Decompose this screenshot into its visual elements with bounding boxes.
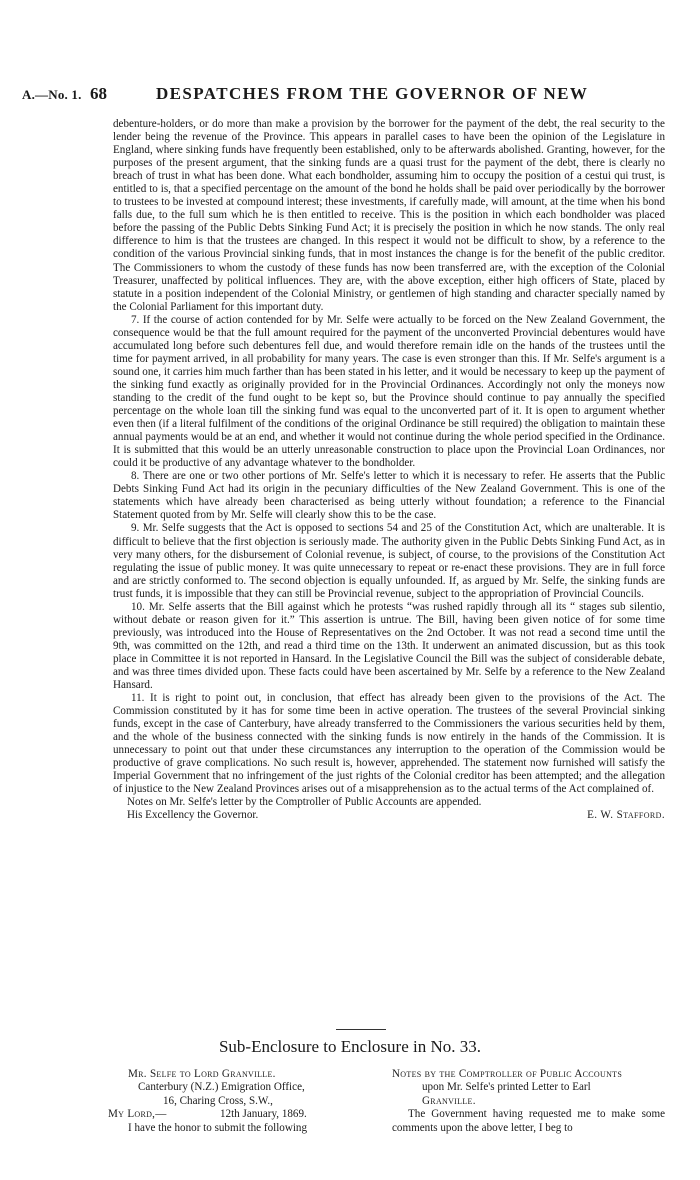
- section-divider: [336, 1029, 386, 1030]
- subenclosure-title: Sub-Enclosure to Enclosure in No. 33.: [218, 1037, 482, 1056]
- letter-office: Canterbury (N.Z.) Emigration Office,: [138, 1081, 305, 1094]
- paragraph-7: 7. If the course of action contended for by Mr. Selfe were actually to be forced on the New Zealand Government, the consequence would be that the full amount required for the payment of the unconverted Provincial debentures would have accumulated long before such debentures fell due, and would therefore remain idle on the hands of the trustees until the time for payment arrived, in all probability for many years. The case is even stronger than this. If Mr. Selfe's argument is a sound one, it carries him much farther than has been stated in his letter, and it would be necessary to keep up the payment of the sinking fund exactly as originally provided for in the Provincial Ordinances. Accordingly not only the moneys now standing to the credit of the fund ought to be kept so, but the Province should continue to pay annually the specified percentage on the whole loan till the sinking fund was equal to the unconverted part of it. It is open to argument whether even then (if a literal fulfilment of the conditions of the original Ordinance be still required) the obligation to maintain these annual payments would be at an end, and whether it would not continue during the whole period specified in the Ordinance. It is submitted that this would be an utterly unreasonable construction to place upon the Provincial Loan Ordinances, nor could it be productive of any advantage whatever to the bondholder.: [113, 313, 665, 470]
- signer-name: E. W. Stafford.: [587, 809, 665, 822]
- main-text: [113, 118, 665, 823]
- series-number: A.—No. 1.: [22, 87, 82, 102]
- notes-body: The Government having requested me to make some comments upon the above letter, I beg to: [392, 1108, 665, 1134]
- page-number: 68: [90, 84, 107, 103]
- notes-heading-3: Granville.: [422, 1094, 476, 1107]
- letter-greeting: My Lord,—: [108, 1108, 167, 1121]
- appended-notes-line: Notes on Mr. Selfe's letter by the Comptroller of Public Accounts are appended.: [127, 796, 482, 809]
- notes-column: [392, 1068, 665, 1135]
- paragraph-10: 10. Mr. Selfe asserts that the Bill against which he protests “was rushed rapidly through all its “ stages sub silentio, without debate or reason given for it.” This assertion is untrue. The Bill, having been given notice of for some time previously, was introduced into the House of Representatives on the 2nd October. It was not read a second time until the 9th, was committed on the 12th, and read a third time on the 13th. It underwent an animated discussion, but as this took place in Committee it is not reported in Hansard. In the Legislative Council the Bill was the subject of considerable debate, and was three times divided upon. These facts could have been ascertained by Mr. Selfe by a reference to the New Zealand Hansard.: [113, 600, 665, 692]
- letter-column: [108, 1068, 380, 1135]
- signature-line: [113, 809, 665, 822]
- letter-heading: Mr. Selfe to Lord Granville.: [128, 1068, 276, 1080]
- letter-date: 12th January, 1869.: [220, 1108, 307, 1121]
- paragraph-continued: debenture-holders, or do more than make a provision by the borrower for the payment of the debt, the real security to the lender being the revenue of the Province. This appears in parallel cases to have been the opinion of the Legislature in England, where sinking funds have frequently been established, only to be afterwards abolished. Granting, however, for the purposes of the present argument, that the sinking funds are a quasi trust for the payment of the debt, there is clearly no breach of trust in what has been done. What each bondholder, assuming him to occupy the position of a cestui qui trust, is entitled to is, that a specified percentage on the amount of the bond he holds shall be paid over periodically by the borrower to trustees to be invested at compound interest; these investments, if carefully made, will amount, at the time when his bond falls due, to the full sum which he is then entitled to receive. This is the position in which each bondholder was placed before the passing of the Public Debts Sinking Fund Act; it is precisely the position in which he now stands. The only real difference to him is that the trustees are changed. In this respect it would not be difficult to show, by a reference to the condition of the various Provincial sinking funds, that in most instances the change is for the benefit of the public creditor. The Commissioners to whom the custody of these funds has now been transferred are, with the exception of the Colonial Treasurer, unaffected by political influences. They are, with the above exception, either high officers of State, placed by statute in a position independent of the Colonial Ministry, or gentlemen of high standing and character specially named by the Colonial Parliament for this important duty.: [113, 118, 665, 313]
- paragraph-11: 11. It is right to point out, in conclusion, that effect has already been given to the provisions of the Act. The Commission constituted by it has for some time been in active operation. The trustees of the several Provincial sinking funds, except in the case of Canterbury, have already transferred to the Commissioners the various securities held by them, and the whole of the business connected with the sinking funds is now entirely in the hands of the Commission. It is unnecessary to point out that under these circumstances any interruption to the operation of the Commission would be productive of grave complications. No such result is, however, apprehended. The statement now furnished will satisfy the Imperial Government that no infringement of the just rights of the Colonial creditor has been attempted; and the allegation of injustice to the New Zealand Provinces arises out of a misapprehension as to the actual terms of the Act complained of.: [113, 692, 665, 796]
- letter-address: 16, Charing Cross, S.W.,: [163, 1094, 273, 1107]
- letter-greeting-row: [108, 1108, 380, 1121]
- paragraph-8: 8. There are one or two other portions of Mr. Selfe's letter to which it is necessary to refer. He asserts that the Public Debts Sinking Fund Act had its origin in the pecuniary difficulties of the New Zealand Government. This is one of the statements which have already been characterised as being utterly without foundation; a reference to the Financial Statement quoted from by Mr. Selfe will clearly show this to be the case.: [113, 470, 665, 522]
- notes-heading: Notes by the Comptroller of Public Accounts: [392, 1068, 623, 1080]
- running-head: DESPATCHES FROM THE GOVERNOR OF NEW: [156, 84, 589, 103]
- paragraph-9: 9. Mr. Selfe suggests that the Act is opposed to sections 54 and 25 of the Constitution Act, which are unalterable. It is difficult to believe that the first objection is seriously made. The authority given in the Public Debts Sinking Fund Act, as in very many others, for the disbursement of Colonial revenue, is subject, of course, to the provisions of the Constitution Act regulating the issue of public money. It was quite unnecessary to repeat or re-enact these provisions. They are in full force and are strictly conformed to. The second objection is equally unfounded. If, as argued by Mr. Selfe, the sinking funds are trust funds, it is impossible that they can still be Provincial revenue, subject to the appropriation of Provincial Councils.: [113, 522, 665, 600]
- page-header: [0, 84, 700, 108]
- addressee: His Excellency the Governor.: [127, 809, 259, 822]
- letter-body: I have the honor to submit the following: [128, 1121, 308, 1134]
- notes-heading-2: upon Mr. Selfe's printed Letter to Earl: [422, 1081, 591, 1094]
